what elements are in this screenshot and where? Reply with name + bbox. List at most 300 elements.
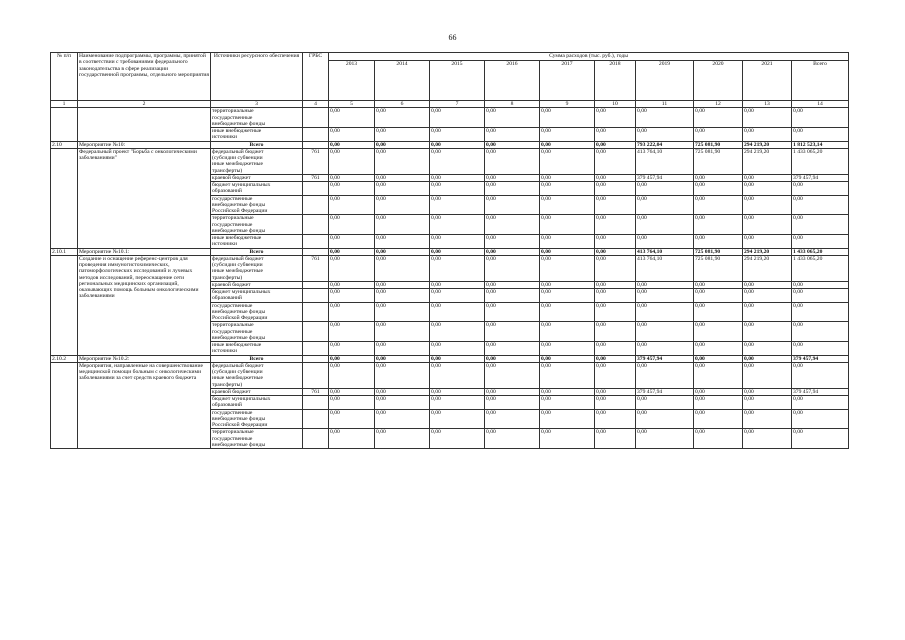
value-cell: 0,00 <box>694 322 743 342</box>
measure-number-cont <box>51 362 78 448</box>
value-cell: 0,00 <box>329 281 375 288</box>
value-cell: 0,00 <box>375 409 430 429</box>
value-cell: 0,00 <box>375 128 430 142</box>
value-cell: 0,00 <box>329 302 375 322</box>
source-cell: краевой бюджет <box>211 174 303 181</box>
value-cell: 0,00 <box>743 388 792 395</box>
value-cell: 379 457,94 <box>792 174 849 181</box>
grbs-cell <box>303 396 329 410</box>
value-cell: 0,00 <box>485 215 540 235</box>
value-cell: 0,00 <box>595 302 636 322</box>
source-cell: бюджет муниципальных образований <box>211 396 303 410</box>
value-cell: 0,00 <box>743 362 792 388</box>
value-cell: 379 457,94 <box>792 355 849 362</box>
value-cell: 0,00 <box>485 355 540 362</box>
value-cell: 0,00 <box>540 128 595 142</box>
value-cell: 0,00 <box>743 174 792 181</box>
column-number: 14 <box>792 101 849 108</box>
source-cell: иные внебюджетные источники <box>211 128 303 142</box>
value-cell: 0,00 <box>540 355 595 362</box>
value-cell: 0,00 <box>743 108 792 128</box>
value-cell: 0,00 <box>792 235 849 249</box>
value-cell: 0,00 <box>430 255 485 281</box>
value-cell: 0,00 <box>743 182 792 196</box>
column-number: 2 <box>78 101 211 108</box>
measure-description: Мероприятия, направленные на совершенствование медицинской помощи больным с онкологическими заболеваниями за счет средств краевого бюджета <box>78 362 211 448</box>
value-cell: 0,00 <box>375 429 430 449</box>
value-cell: 0,00 <box>540 289 595 303</box>
value-cell: 0,00 <box>743 429 792 449</box>
value-cell: 0,00 <box>329 396 375 410</box>
source-cell: Всего <box>211 355 303 362</box>
value-cell: 0,00 <box>540 108 595 128</box>
grbs-cell <box>303 289 329 303</box>
table-row <box>51 362 849 388</box>
value-cell: 0,00 <box>485 396 540 410</box>
value-cell: 0,00 <box>430 174 485 181</box>
value-cell: 725 081,90 <box>694 255 743 281</box>
measure-number-cont <box>51 255 78 355</box>
source-cell: федеральный бюджет (субсидии субвенции иные межбюджетные трансферты) <box>211 148 303 174</box>
grbs-cell <box>303 429 329 449</box>
source-cell: бюджет муниципальных образований <box>211 182 303 196</box>
column-number: 6 <box>375 101 430 108</box>
value-cell: 0,00 <box>485 141 540 148</box>
value-cell: 0,00 <box>636 302 694 322</box>
value-cell: 0,00 <box>595 108 636 128</box>
value-cell: 0,00 <box>792 322 849 342</box>
value-cell: 0,00 <box>743 342 792 356</box>
value-cell: 0,00 <box>540 409 595 429</box>
value-cell: 0,00 <box>540 388 595 395</box>
value-cell: 0,00 <box>636 396 694 410</box>
value-cell: 0,00 <box>485 409 540 429</box>
value-cell: 0,00 <box>430 128 485 142</box>
source-cell: территориальные государственные внебюджетные фонды <box>211 322 303 342</box>
table-row <box>51 108 849 128</box>
column-number: 11 <box>636 101 694 108</box>
value-cell: 0,00 <box>375 195 430 215</box>
value-cell: 0,00 <box>595 141 636 148</box>
value-cell: 0,00 <box>329 322 375 342</box>
column-number: 1 <box>51 101 78 108</box>
value-cell: 0,00 <box>375 248 430 255</box>
grbs-cell <box>303 128 329 142</box>
source-cell: краевой бюджет <box>211 281 303 288</box>
value-cell: 0,00 <box>329 141 375 148</box>
value-cell: 0,00 <box>329 128 375 142</box>
source-cell: Всего <box>211 248 303 255</box>
value-cell: 0,00 <box>743 195 792 215</box>
value-cell: 0,00 <box>375 322 430 342</box>
value-cell: 0,00 <box>540 362 595 388</box>
value-cell: 0,00 <box>375 362 430 388</box>
value-cell: 379 457,94 <box>636 355 694 362</box>
header-year: Всего <box>792 61 849 101</box>
continuation-name-cell <box>78 108 211 141</box>
grbs-cell: 761 <box>303 148 329 174</box>
header-sum: Сумма расходов (тыс. руб.), годы <box>329 53 849 61</box>
value-cell: 0,00 <box>694 396 743 410</box>
value-cell: 0,00 <box>636 215 694 235</box>
source-cell: федеральный бюджет (субсидии субвенции иные межбюджетные трансферты) <box>211 255 303 281</box>
value-cell: 0,00 <box>540 302 595 322</box>
grbs-cell <box>303 355 329 362</box>
value-cell: 0,00 <box>540 235 595 249</box>
value-cell: 0,00 <box>375 289 430 303</box>
value-cell: 0,00 <box>792 195 849 215</box>
value-cell: 0,00 <box>694 174 743 181</box>
value-cell: 0,00 <box>792 281 849 288</box>
column-number: 5 <box>329 101 375 108</box>
value-cell: 1 812 523,14 <box>792 141 849 148</box>
value-cell: 0,00 <box>595 195 636 215</box>
value-cell: 0,00 <box>636 362 694 388</box>
column-number: 3 <box>211 101 303 108</box>
header-year: 2016 <box>485 61 540 101</box>
value-cell: 0,00 <box>540 322 595 342</box>
value-cell: 0,00 <box>792 215 849 235</box>
value-cell: 0,00 <box>329 409 375 429</box>
measure-number-cont <box>51 148 78 248</box>
value-cell: 0,00 <box>375 281 430 288</box>
value-cell: 0,00 <box>595 342 636 356</box>
value-cell: 0,00 <box>375 148 430 174</box>
column-number: 12 <box>694 101 743 108</box>
source-cell: иные внебюджетные источники <box>211 342 303 356</box>
value-cell: 0,00 <box>430 108 485 128</box>
header-year: 2015 <box>430 61 485 101</box>
value-cell: 0,00 <box>430 322 485 342</box>
value-cell: 0,00 <box>329 182 375 196</box>
value-cell: 0,00 <box>329 289 375 303</box>
value-cell: 0,00 <box>595 362 636 388</box>
value-cell: 0,00 <box>595 248 636 255</box>
value-cell: 0,00 <box>430 215 485 235</box>
value-cell: 0,00 <box>375 342 430 356</box>
value-cell: 0,00 <box>694 355 743 362</box>
value-cell: 0,00 <box>540 215 595 235</box>
value-cell: 0,00 <box>636 108 694 128</box>
value-cell: 0,00 <box>595 289 636 303</box>
value-cell: 0,00 <box>540 195 595 215</box>
table-row <box>51 248 849 255</box>
value-cell: 0,00 <box>743 235 792 249</box>
grbs-cell <box>303 182 329 196</box>
value-cell: 0,00 <box>636 322 694 342</box>
value-cell: 0,00 <box>375 108 430 128</box>
grbs-cell <box>303 141 329 148</box>
value-cell: 379 457,94 <box>792 388 849 395</box>
value-cell: 0,00 <box>595 182 636 196</box>
source-cell: государственные внебюджетные фонды Российской Федерации <box>211 195 303 215</box>
grbs-cell <box>303 302 329 322</box>
value-cell: 0,00 <box>329 174 375 181</box>
value-cell: 0,00 <box>485 174 540 181</box>
header-year: 2017 <box>540 61 595 101</box>
value-cell: 0,00 <box>375 388 430 395</box>
value-cell: 0,00 <box>595 235 636 249</box>
value-cell: 0,00 <box>329 148 375 174</box>
column-numbers-row <box>51 101 849 108</box>
continuation-num-cell <box>51 108 78 141</box>
value-cell: 0,00 <box>485 429 540 449</box>
header-year: 2021 <box>743 61 792 101</box>
value-cell: 0,00 <box>430 141 485 148</box>
grbs-cell: 761 <box>303 174 329 181</box>
source-cell: Всего <box>211 141 303 148</box>
measure-number: 2.10.1 <box>51 248 78 255</box>
value-cell: 0,00 <box>375 302 430 322</box>
value-cell: 0,00 <box>792 128 849 142</box>
value-cell: 725 081,90 <box>694 141 743 148</box>
source-cell: территориальные государственные внебюджетные фонды <box>211 429 303 449</box>
value-cell: 793 222,04 <box>636 141 694 148</box>
value-cell: 0,00 <box>636 281 694 288</box>
value-cell: 0,00 <box>329 235 375 249</box>
measure-title: Мероприятие №10: <box>78 141 211 148</box>
source-cell: государственные внебюджетные фонды Российской Федерации <box>211 302 303 322</box>
value-cell: 0,00 <box>595 409 636 429</box>
value-cell: 0,00 <box>792 182 849 196</box>
value-cell: 0,00 <box>540 248 595 255</box>
value-cell: 0,00 <box>743 281 792 288</box>
value-cell: 0,00 <box>792 289 849 303</box>
value-cell: 0,00 <box>485 248 540 255</box>
value-cell: 0,00 <box>595 396 636 410</box>
value-cell: 0,00 <box>694 388 743 395</box>
value-cell: 0,00 <box>743 322 792 342</box>
value-cell: 0,00 <box>694 108 743 128</box>
value-cell: 1 433 065,20 <box>792 248 849 255</box>
value-cell: 379 457,94 <box>636 388 694 395</box>
value-cell: 0,00 <box>595 429 636 449</box>
value-cell: 0,00 <box>694 182 743 196</box>
value-cell: 0,00 <box>329 388 375 395</box>
value-cell: 0,00 <box>375 174 430 181</box>
value-cell: 0,00 <box>694 281 743 288</box>
column-number: 13 <box>743 101 792 108</box>
value-cell: 0,00 <box>743 128 792 142</box>
value-cell: 0,00 <box>636 182 694 196</box>
column-number: 9 <box>540 101 595 108</box>
value-cell: 0,00 <box>792 108 849 128</box>
value-cell: 0,00 <box>430 281 485 288</box>
value-cell: 0,00 <box>375 215 430 235</box>
source-cell: государственные внебюджетные фонды Российской Федерации <box>211 409 303 429</box>
value-cell: 0,00 <box>636 235 694 249</box>
value-cell: 0,00 <box>485 108 540 128</box>
value-cell: 0,00 <box>485 289 540 303</box>
value-cell: 0,00 <box>485 281 540 288</box>
value-cell: 0,00 <box>540 342 595 356</box>
source-cell: федеральный бюджет (субсидии субвенции иные межбюджетные трансферты) <box>211 362 303 388</box>
value-cell: 0,00 <box>694 302 743 322</box>
measure-number: 2.10.2 <box>51 355 78 362</box>
value-cell: 0,00 <box>743 355 792 362</box>
value-cell: 0,00 <box>430 362 485 388</box>
table-row <box>51 355 849 362</box>
value-cell: 0,00 <box>329 248 375 255</box>
value-cell: 413 764,10 <box>636 255 694 281</box>
value-cell: 0,00 <box>430 342 485 356</box>
header-year: 2014 <box>375 61 430 101</box>
value-cell: 0,00 <box>485 342 540 356</box>
value-cell: 0,00 <box>329 108 375 128</box>
value-cell: 0,00 <box>375 141 430 148</box>
value-cell: 1 433 065,20 <box>792 148 849 174</box>
grbs-cell <box>303 195 329 215</box>
grbs-cell <box>303 342 329 356</box>
grbs-cell <box>303 235 329 249</box>
value-cell: 0,00 <box>430 388 485 395</box>
value-cell: 413 764,10 <box>636 248 694 255</box>
value-cell: 0,00 <box>743 396 792 410</box>
header-source: Источники ресурсного обеспечения <box>211 53 303 101</box>
grbs-cell <box>303 322 329 342</box>
header-year: 2013 <box>329 61 375 101</box>
value-cell: 0,00 <box>540 141 595 148</box>
header-row-1 <box>51 53 849 61</box>
grbs-cell <box>303 362 329 388</box>
value-cell: 0,00 <box>485 302 540 322</box>
value-cell: 0,00 <box>636 342 694 356</box>
value-cell: 0,00 <box>540 182 595 196</box>
table-row <box>51 255 849 281</box>
value-cell: 0,00 <box>430 182 485 196</box>
value-cell: 0,00 <box>430 396 485 410</box>
value-cell: 0,00 <box>329 429 375 449</box>
value-cell: 0,00 <box>430 195 485 215</box>
value-cell: 0,00 <box>743 302 792 322</box>
value-cell: 0,00 <box>485 235 540 249</box>
value-cell: 0,00 <box>792 409 849 429</box>
value-cell: 0,00 <box>329 342 375 356</box>
grbs-cell: 761 <box>303 388 329 395</box>
value-cell: 725 081,90 <box>694 248 743 255</box>
header-grbs: ГРБС <box>303 53 329 101</box>
value-cell: 0,00 <box>485 182 540 196</box>
value-cell: 0,00 <box>430 248 485 255</box>
value-cell: 0,00 <box>694 409 743 429</box>
value-cell: 0,00 <box>694 195 743 215</box>
value-cell: 0,00 <box>430 148 485 174</box>
value-cell: 0,00 <box>792 429 849 449</box>
grbs-cell <box>303 409 329 429</box>
value-cell: 0,00 <box>694 342 743 356</box>
source-cell: бюджет муниципальных образований <box>211 289 303 303</box>
value-cell: 294 219,20 <box>743 255 792 281</box>
value-cell: 0,00 <box>485 388 540 395</box>
value-cell: 0,00 <box>636 128 694 142</box>
measure-description: Федеральный проект "Борьба с онкологическими заболеваниями" <box>78 148 211 248</box>
grbs-cell <box>303 281 329 288</box>
value-cell: 0,00 <box>636 195 694 215</box>
value-cell: 0,00 <box>595 388 636 395</box>
value-cell: 0,00 <box>430 302 485 322</box>
table-row <box>51 141 849 148</box>
source-cell: территориальные государственные внебюджетные фонды <box>211 215 303 235</box>
value-cell: 0,00 <box>792 342 849 356</box>
value-cell: 0,00 <box>595 355 636 362</box>
grbs-cell <box>303 215 329 235</box>
value-cell: 0,00 <box>540 148 595 174</box>
value-cell: 413 764,10 <box>636 148 694 174</box>
value-cell: 0,00 <box>743 289 792 303</box>
value-cell: 0,00 <box>595 255 636 281</box>
value-cell: 0,00 <box>430 355 485 362</box>
measure-title: Мероприятие №10.1: <box>78 248 211 255</box>
value-cell: 0,00 <box>694 215 743 235</box>
value-cell: 0,00 <box>540 255 595 281</box>
grbs-cell <box>303 108 329 128</box>
header-num: № п/п <box>51 53 78 101</box>
value-cell: 0,00 <box>329 355 375 362</box>
value-cell: 0,00 <box>694 362 743 388</box>
value-cell: 0,00 <box>375 235 430 249</box>
value-cell: 0,00 <box>329 215 375 235</box>
value-cell: 0,00 <box>792 362 849 388</box>
value-cell: 0,00 <box>485 322 540 342</box>
value-cell: 0,00 <box>595 281 636 288</box>
value-cell: 0,00 <box>694 289 743 303</box>
value-cell: 0,00 <box>540 281 595 288</box>
value-cell: 0,00 <box>329 255 375 281</box>
value-cell: 0,00 <box>375 355 430 362</box>
grbs-cell: 761 <box>303 255 329 281</box>
value-cell: 0,00 <box>694 429 743 449</box>
value-cell: 0,00 <box>694 235 743 249</box>
value-cell: 0,00 <box>743 409 792 429</box>
header-year: 2020 <box>694 61 743 101</box>
value-cell: 294 219,20 <box>743 148 792 174</box>
column-number: 8 <box>485 101 540 108</box>
column-number: 10 <box>595 101 636 108</box>
value-cell: 0,00 <box>792 302 849 322</box>
value-cell: 0,00 <box>375 255 430 281</box>
value-cell: 0,00 <box>375 396 430 410</box>
value-cell: 0,00 <box>636 289 694 303</box>
value-cell: 0,00 <box>540 396 595 410</box>
table-row <box>51 148 849 174</box>
measure-title: Мероприятие №10.2: <box>78 355 211 362</box>
value-cell: 0,00 <box>485 195 540 215</box>
value-cell: 0,00 <box>792 396 849 410</box>
value-cell: 0,00 <box>540 174 595 181</box>
value-cell: 0,00 <box>540 429 595 449</box>
value-cell: 0,00 <box>329 362 375 388</box>
value-cell: 0,00 <box>485 148 540 174</box>
budget-table <box>50 52 849 449</box>
value-cell: 0,00 <box>636 429 694 449</box>
header-name: Наименование подпрограммы, программы, принятой в соответствии с требованиями федерального законодательства в сфере реализации государственной программы, отдельного мероприятия <box>78 53 211 101</box>
value-cell: 725 081,90 <box>694 148 743 174</box>
header-year: 2019 <box>636 61 694 101</box>
value-cell: 0,00 <box>595 128 636 142</box>
value-cell: 294 219,20 <box>743 248 792 255</box>
value-cell: 0,00 <box>485 362 540 388</box>
value-cell: 0,00 <box>430 409 485 429</box>
value-cell: 0,00 <box>595 174 636 181</box>
page-number: 66 <box>448 33 457 42</box>
value-cell: 0,00 <box>743 215 792 235</box>
value-cell: 0,00 <box>636 409 694 429</box>
measure-description: Создание и оснащение референс-центров для проведения иммуногистохимических, патоморфологических исследований и лучевых методов исследований, переоснащение сети региональных медицинских организаций, оказывающих помощь больным онкологическими заболеваниями <box>78 255 211 355</box>
value-cell: 0,00 <box>595 148 636 174</box>
header-year: 2018 <box>595 61 636 101</box>
measure-number: 2.10 <box>51 141 78 148</box>
value-cell: 379 457,94 <box>636 174 694 181</box>
